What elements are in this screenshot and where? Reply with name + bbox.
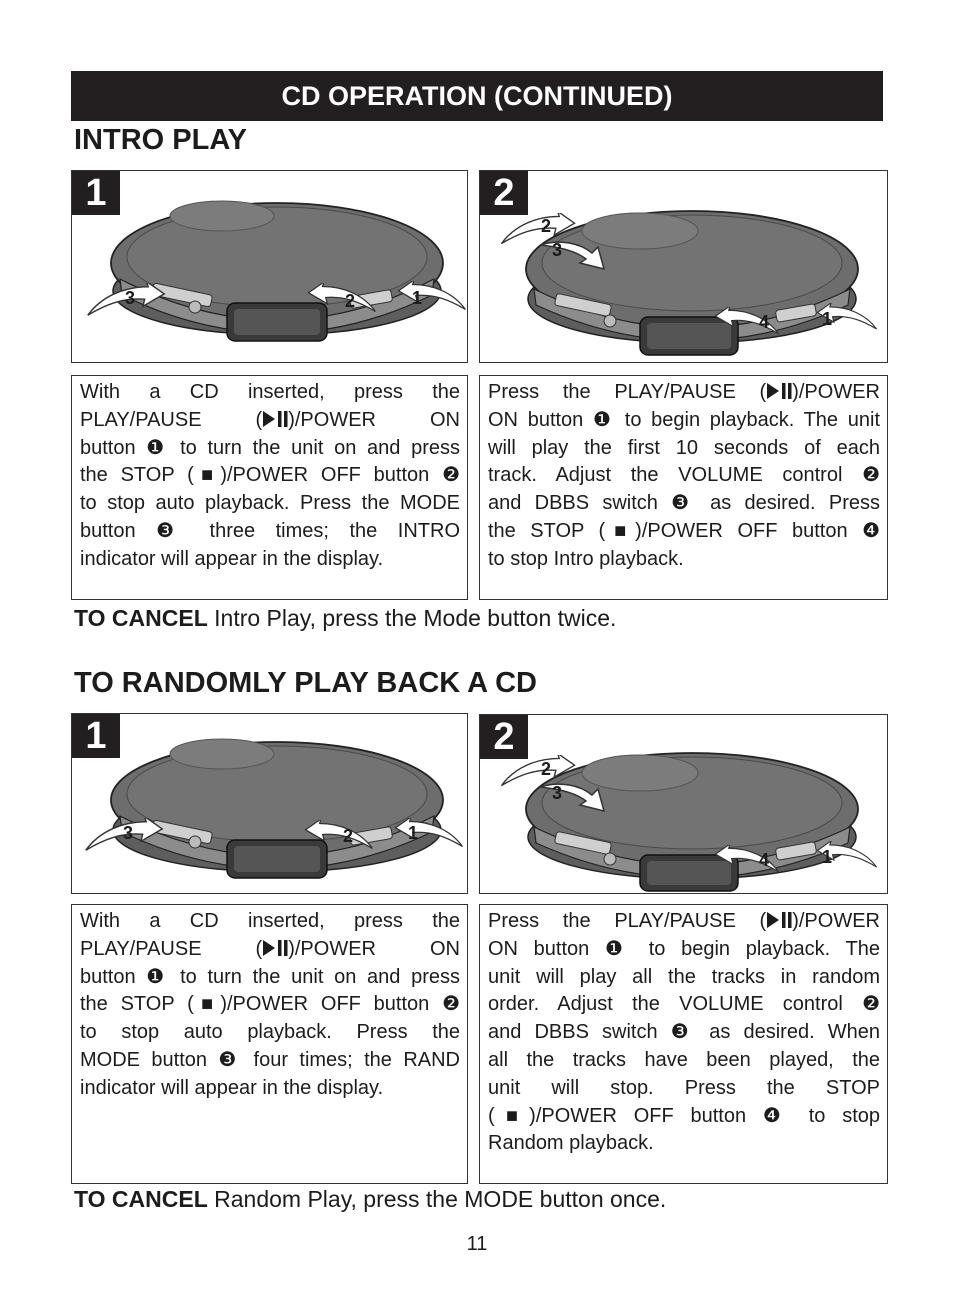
instruction-line: MODE button ❸ four times; the RAND	[80, 1048, 460, 1071]
instruction-line: unit will stop. Press the STOP	[488, 1076, 880, 1099]
instruction-line: track. Adjust the VOLUME control ❷	[488, 464, 880, 487]
intro-step1-figure	[71, 170, 468, 363]
callout-label: 2	[343, 826, 354, 846]
random-cancel-note: TO CANCEL Random Play, press the MODE button once.	[74, 1186, 667, 1212]
instruction-line: With a CD inserted, press the	[80, 910, 460, 932]
instruction-line: button ❶ to turn the unit on and press	[80, 965, 460, 988]
instruction-line: and DBBS switch ❸ as desired. Press	[488, 492, 880, 515]
step-badge: 1	[72, 714, 120, 758]
callout-label: 4	[759, 312, 770, 332]
callout-label: 1	[822, 847, 833, 867]
cd-player-illustration	[480, 171, 888, 363]
instruction-line: and DBBS switch ❸ as desired. When	[488, 1021, 880, 1044]
play-pause-icon	[766, 911, 792, 929]
step-badge: 1	[72, 171, 120, 215]
callout-label: 3	[125, 288, 136, 308]
instruction-line: all the tracks have been played, the	[488, 1048, 880, 1071]
section-title-random-play: TO RANDOMLY PLAY BACK A CD	[74, 667, 537, 699]
callout-label: 2	[541, 216, 552, 236]
play-pause-icon	[262, 410, 288, 428]
callout-label: 2	[541, 759, 552, 779]
instruction-line: Random playback.	[488, 1132, 654, 1155]
instruction-line: order. Adjust the VOLUME control ❷	[488, 993, 880, 1016]
step-badge: 2	[480, 171, 528, 215]
instruction-line: to stop auto playback. Press the	[80, 1021, 460, 1044]
instruction-line: button ❸ three times; the INTRO	[80, 519, 460, 542]
callout-label: 1	[408, 823, 419, 843]
cd-player-illustration	[72, 714, 468, 894]
intro-step1-instructions	[71, 375, 468, 600]
cd-player-illustration	[72, 171, 468, 363]
instruction-line: Press the PLAY/PAUSE ( )/POWER	[488, 910, 880, 932]
random-step1-figure	[71, 713, 468, 894]
page-number: 11	[466, 1233, 488, 1255]
callout-label: 3	[552, 783, 563, 803]
callout-label: 3	[123, 823, 134, 843]
callout-label: 1	[822, 309, 833, 329]
instruction-line: button ❶ to turn the unit on and press	[80, 436, 460, 459]
instruction-line: the STOP (■)/POWER OFF button ❷	[80, 993, 460, 1016]
step-badge: 2	[480, 715, 528, 759]
instruction-line: the STOP (■)/POWER OFF button ❷	[80, 464, 460, 487]
random-step2-instructions	[479, 904, 888, 1184]
instruction-line: ON button ❶ to begin playback. The unit	[488, 408, 880, 431]
intro-step2-instructions	[479, 375, 888, 600]
instruction-line: to stop auto playback. Press the MODE	[80, 492, 460, 515]
section-title-intro-play: INTRO PLAY	[74, 124, 247, 156]
random-step2-figure	[479, 714, 888, 894]
play-pause-icon	[766, 382, 792, 400]
instruction-line: the STOP (■)/POWER OFF button ❹	[488, 519, 880, 542]
instruction-line: unit will play all the tracks in random	[488, 965, 880, 988]
instruction-line: With a CD inserted, press the	[80, 381, 460, 403]
intro-step2-figure	[479, 170, 888, 363]
callout-label: 1	[412, 288, 423, 308]
intro-cancel-note: TO CANCEL Intro Play, press the Mode button twice.	[74, 605, 617, 631]
instruction-line: PLAY/PAUSE ( )/POWER ON	[80, 937, 460, 960]
cd-player-illustration	[480, 715, 888, 894]
callout-label: 4	[759, 850, 770, 870]
instruction-line: Press the PLAY/PAUSE ( )/POWER	[488, 381, 880, 403]
callout-label: 2	[345, 291, 356, 311]
play-pause-icon	[262, 939, 288, 957]
instruction-line: PLAY/PAUSE ( )/POWER ON	[80, 408, 460, 431]
random-step1-instructions	[71, 904, 468, 1184]
instruction-line: to stop Intro playback.	[488, 547, 684, 570]
page-header: CD OPERATION (CONTINUED)	[71, 71, 883, 121]
instruction-line: indicator will appear in the display.	[80, 1076, 384, 1099]
callout-label: 3	[552, 240, 563, 260]
instruction-line: indicator will appear in the display.	[80, 547, 384, 570]
instruction-line: ON button ❶ to begin playback. The	[488, 937, 880, 960]
instruction-line: will play the first 10 seconds of each	[488, 436, 880, 459]
instruction-line: (■)/POWER OFF button ❹ to stop	[488, 1104, 880, 1127]
